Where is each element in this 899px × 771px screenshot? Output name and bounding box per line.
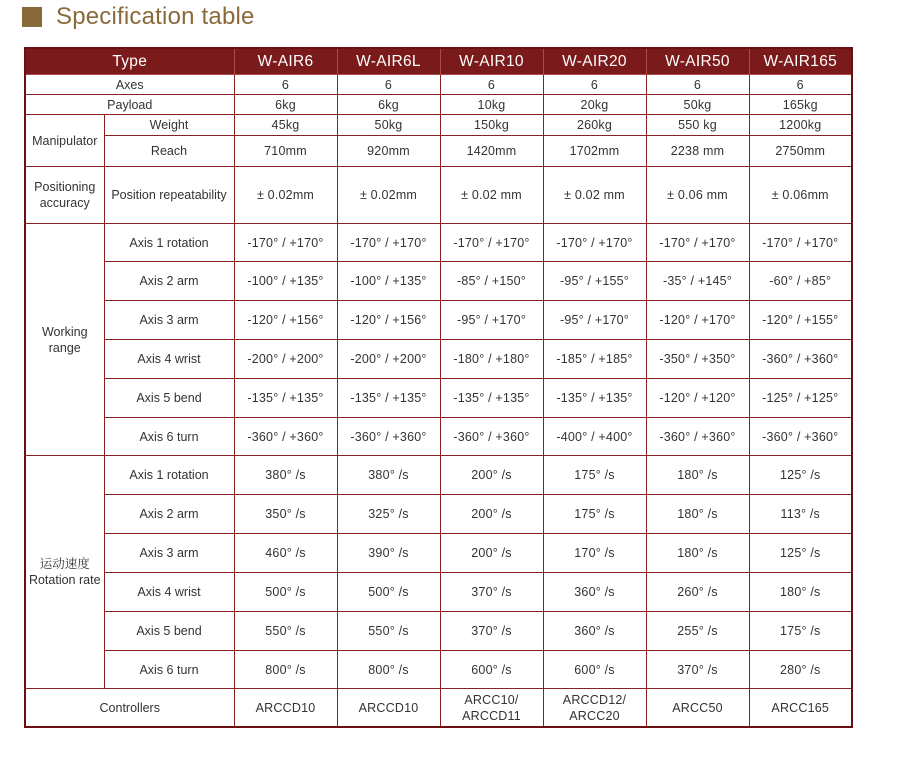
table-cell: 175° /s <box>749 612 852 651</box>
row-label: Position repeatability <box>104 167 234 224</box>
rotation-rate-row <box>25 534 852 573</box>
table-cell: -95° / +155° <box>543 262 646 301</box>
table-cell: 6 <box>543 75 646 95</box>
table-cell: 260° /s <box>646 573 749 612</box>
table-cell: 800° /s <box>234 651 337 689</box>
repeatability-row <box>25 167 852 224</box>
table-cell: 20kg <box>543 95 646 115</box>
table-cell: 350° /s <box>234 495 337 534</box>
table-cell: 710mm <box>234 136 337 167</box>
reach-row <box>25 136 852 167</box>
model-header: W-AIR20 <box>543 48 646 75</box>
table-cell: 50kg <box>337 115 440 136</box>
table-cell: 170° /s <box>543 534 646 573</box>
table-cell <box>440 689 543 728</box>
table-cell: 325° /s <box>337 495 440 534</box>
weight-row <box>25 115 852 136</box>
table-cell: 6 <box>646 75 749 95</box>
row-label: Axis 2 arm <box>104 495 234 534</box>
controllers-row <box>25 689 852 728</box>
row-label: Axis 5 bend <box>104 612 234 651</box>
row-label: Weight <box>104 115 234 136</box>
controller-line: ARCC50 <box>672 700 723 715</box>
table-cell: 500° /s <box>234 573 337 612</box>
table-cell: 280° /s <box>749 651 852 689</box>
table-cell: -120° / +155° <box>749 301 852 340</box>
table-cell <box>337 689 440 728</box>
table-cell: 200° /s <box>440 534 543 573</box>
table-cell: -135° / +135° <box>234 379 337 418</box>
table-cell: ± 0.06mm <box>749 167 852 224</box>
group-label-working-range <box>25 224 104 456</box>
table-cell: 360° /s <box>543 573 646 612</box>
working-range-row <box>25 224 852 262</box>
controller-line: ARCCD12/ <box>562 692 627 707</box>
table-cell: -120° / +120° <box>646 379 749 418</box>
table-cell: -95° / +170° <box>543 301 646 340</box>
table-cell: -400° / +400° <box>543 418 646 456</box>
table-cell: 1702mm <box>543 136 646 167</box>
table-cell: 370° /s <box>440 612 543 651</box>
table-cell: -120° / +156° <box>234 301 337 340</box>
group-label-manipulator: Manipulator <box>25 115 104 167</box>
model-header: W-AIR6 <box>234 48 337 75</box>
table-cell: 500° /s <box>337 573 440 612</box>
table-cell: 920mm <box>337 136 440 167</box>
row-label: Axis 1 rotation <box>104 224 234 262</box>
table-cell: 6 <box>337 75 440 95</box>
table-cell: 10kg <box>440 95 543 115</box>
row-label: Axis 1 rotation <box>104 456 234 495</box>
type-header: Type <box>25 48 234 75</box>
table-cell: -170° / +170° <box>337 224 440 262</box>
table-cell: -360° / +360° <box>234 418 337 456</box>
table-cell: -100° / +135° <box>234 262 337 301</box>
table-cell: -170° / +170° <box>646 224 749 262</box>
table-cell: -135° / +135° <box>337 379 440 418</box>
page-title: Specification table <box>56 3 255 30</box>
row-label: Axes <box>25 75 234 95</box>
heading-marker-icon <box>22 7 42 27</box>
rotation-rate-row <box>25 573 852 612</box>
table-cell: 380° /s <box>337 456 440 495</box>
table-cell: ± 0.06 mm <box>646 167 749 224</box>
table-cell: 2238 mm <box>646 136 749 167</box>
table-cell: 125° /s <box>749 456 852 495</box>
table-cell: 50kg <box>646 95 749 115</box>
table-cell: 2750mm <box>749 136 852 167</box>
table-cell: 600° /s <box>440 651 543 689</box>
table-cell: -35° / +145° <box>646 262 749 301</box>
table-cell: 200° /s <box>440 456 543 495</box>
table-cell: 800° /s <box>337 651 440 689</box>
working-range-row <box>25 301 852 340</box>
table-cell: 6 <box>749 75 852 95</box>
row-label: Axis 5 bend <box>104 379 234 418</box>
working-range-row <box>25 340 852 379</box>
table-cell: 200° /s <box>440 495 543 534</box>
table-cell: 125° /s <box>749 534 852 573</box>
table-cell: -95° / +170° <box>440 301 543 340</box>
working-range-row <box>25 379 852 418</box>
table-cell <box>543 689 646 728</box>
controller-line: ARCC10/ <box>464 692 519 707</box>
model-header: W-AIR6L <box>337 48 440 75</box>
group-label-positioning: Positioning accuracy <box>25 167 104 224</box>
table-cell: -185° / +185° <box>543 340 646 379</box>
table-cell: 180° /s <box>646 495 749 534</box>
table-cell <box>749 689 852 728</box>
table-cell: -100° / +135° <box>337 262 440 301</box>
controller-line: ARCCD10 <box>255 700 316 715</box>
payload-row <box>25 95 852 115</box>
table-cell: 175° /s <box>543 495 646 534</box>
header-row <box>25 48 852 75</box>
table-cell: 180° /s <box>749 573 852 612</box>
rotation-rate-row <box>25 612 852 651</box>
table-cell: ± 0.02 mm <box>543 167 646 224</box>
table-cell: -360° / +360° <box>749 340 852 379</box>
table-cell <box>646 689 749 728</box>
table-cell: -135° / +135° <box>440 379 543 418</box>
rotation-rate-label: Rotation rate <box>28 573 101 587</box>
table-cell: 6 <box>234 75 337 95</box>
controller-line: ARCCD11 <box>462 708 521 723</box>
row-label: Controllers <box>25 689 234 728</box>
table-cell: 600° /s <box>543 651 646 689</box>
table-cell: 255° /s <box>646 612 749 651</box>
row-label: Axis 2 arm <box>104 262 234 301</box>
table-cell: -170° / +170° <box>440 224 543 262</box>
model-header: W-AIR10 <box>440 48 543 75</box>
table-cell: -60° / +85° <box>749 262 852 301</box>
row-label: Axis 3 arm <box>104 534 234 573</box>
table-cell: ± 0.02mm <box>337 167 440 224</box>
table-cell: 380° /s <box>234 456 337 495</box>
controller-line: ARCC20 <box>569 708 620 723</box>
table-cell: 6 <box>440 75 543 95</box>
table-cell: ± 0.02 mm <box>440 167 543 224</box>
row-label: Axis 6 turn <box>104 651 234 689</box>
table-cell: -125° / +125° <box>749 379 852 418</box>
working-range-row <box>25 262 852 301</box>
controller-line: ARCCD10 <box>358 700 419 715</box>
working-range-row <box>25 418 852 456</box>
table-cell: -360° / +360° <box>337 418 440 456</box>
row-label: Axis 4 wrist <box>104 573 234 612</box>
table-cell: 6kg <box>234 95 337 115</box>
specification-table <box>24 47 853 728</box>
table-cell: 165kg <box>749 95 852 115</box>
table-cell: -170° / +170° <box>749 224 852 262</box>
rotation-rate-row <box>25 495 852 534</box>
row-label: Payload <box>25 95 234 115</box>
table-cell: -360° / +360° <box>440 418 543 456</box>
table-cell: 370° /s <box>440 573 543 612</box>
table-cell: 550° /s <box>337 612 440 651</box>
working-range-text: Working range <box>41 324 88 355</box>
rotation-rate-row <box>25 651 852 689</box>
row-label: Reach <box>104 136 234 167</box>
axes-row <box>25 75 852 95</box>
table-cell: 150kg <box>440 115 543 136</box>
table-cell: -120° / +156° <box>337 301 440 340</box>
table-cell: 45kg <box>234 115 337 136</box>
table-cell: 1420mm <box>440 136 543 167</box>
table-cell: ± 0.02mm <box>234 167 337 224</box>
table-cell: -120° / +170° <box>646 301 749 340</box>
table-cell: 550° /s <box>234 612 337 651</box>
table-cell: -350° / +350° <box>646 340 749 379</box>
table-cell: 390° /s <box>337 534 440 573</box>
model-header: W-AIR165 <box>749 48 852 75</box>
table-cell: -200° / +200° <box>234 340 337 379</box>
table-cell: -135° / +135° <box>543 379 646 418</box>
row-label: Axis 6 turn <box>104 418 234 456</box>
table-cell: 180° /s <box>646 456 749 495</box>
table-cell: -360° / +360° <box>749 418 852 456</box>
rotation-rate-zh-label: 运动速度 <box>39 557 90 571</box>
table-cell: -170° / +170° <box>234 224 337 262</box>
table-cell: 180° /s <box>646 534 749 573</box>
group-label-rotation-rate <box>25 456 104 689</box>
row-label: Axis 4 wrist <box>104 340 234 379</box>
table-cell: -360° / +360° <box>646 418 749 456</box>
table-cell: 6kg <box>337 95 440 115</box>
table-cell: 260kg <box>543 115 646 136</box>
table-cell: 550 kg <box>646 115 749 136</box>
table-cell: -180° / +180° <box>440 340 543 379</box>
row-label: Axis 3 arm <box>104 301 234 340</box>
table-cell: 370° /s <box>646 651 749 689</box>
table-cell: 360° /s <box>543 612 646 651</box>
table-cell: 175° /s <box>543 456 646 495</box>
section-heading <box>22 0 255 34</box>
table-cell <box>234 689 337 728</box>
table-cell: 113° /s <box>749 495 852 534</box>
model-header: W-AIR50 <box>646 48 749 75</box>
table-cell: -85° / +150° <box>440 262 543 301</box>
table-cell: 1200kg <box>749 115 852 136</box>
controller-line: ARCC165 <box>771 700 830 715</box>
table-cell: -170° / +170° <box>543 224 646 262</box>
table-cell: -200° / +200° <box>337 340 440 379</box>
table-cell: 460° /s <box>234 534 337 573</box>
rotation-rate-row <box>25 456 852 495</box>
